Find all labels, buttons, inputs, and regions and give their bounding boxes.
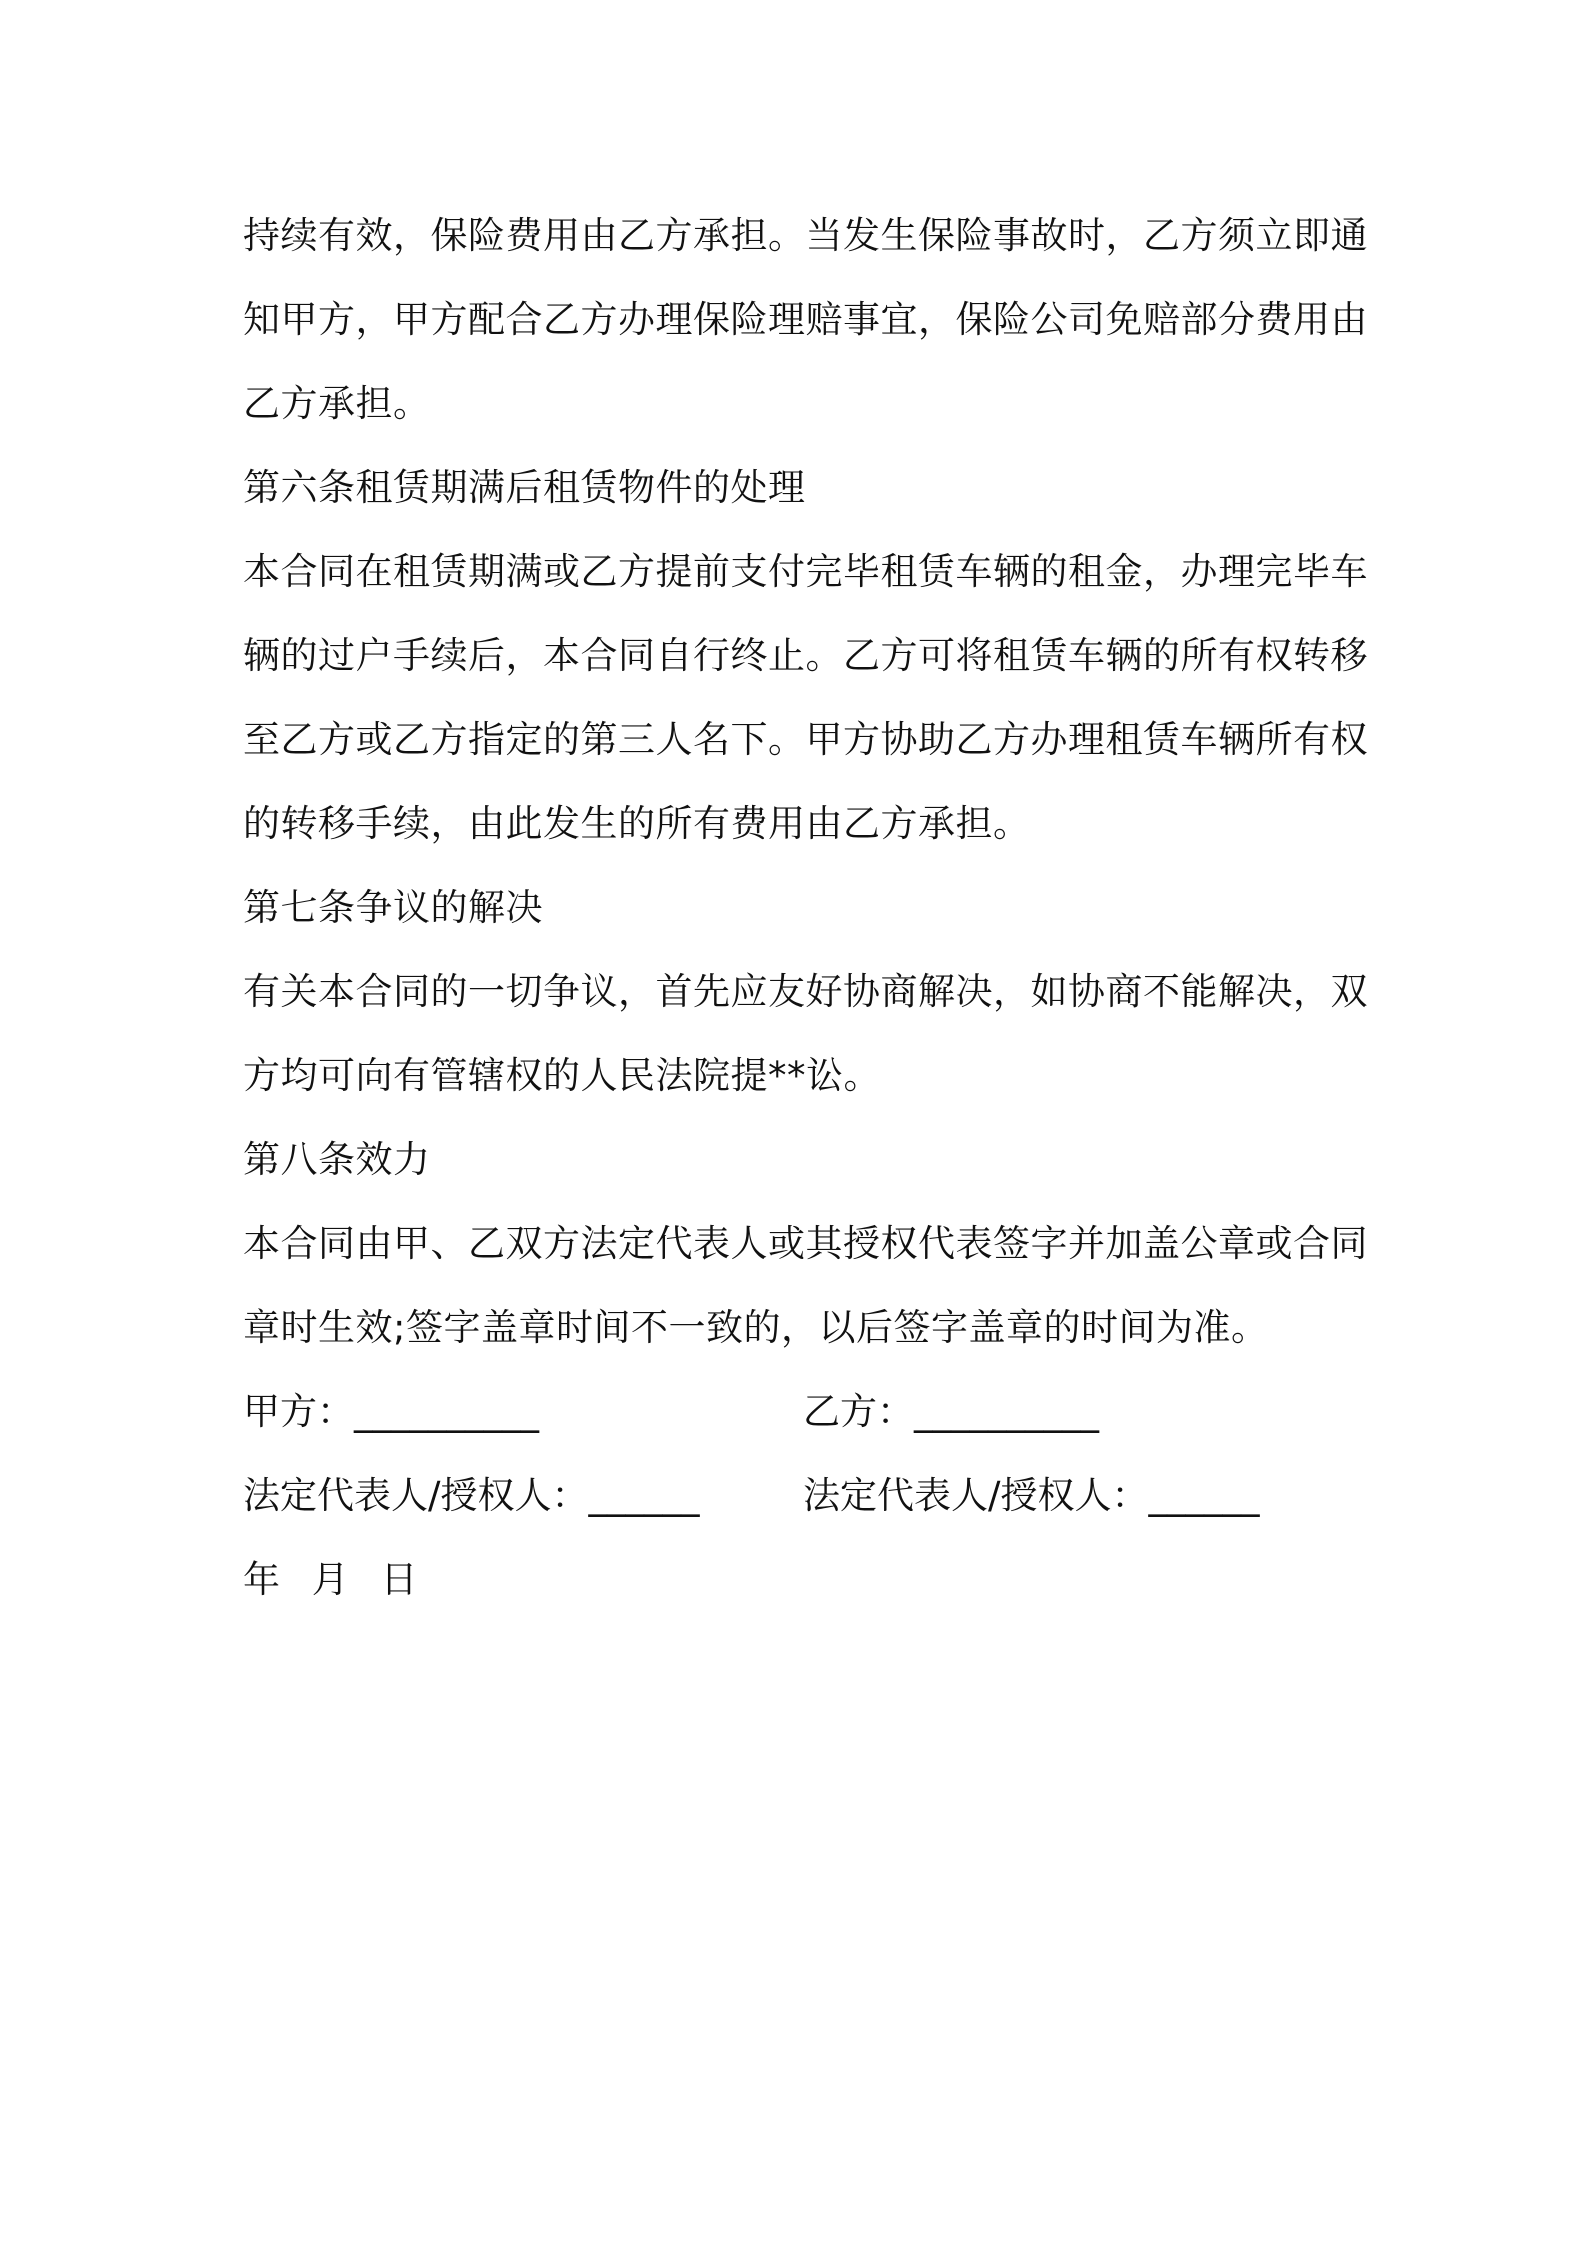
text-line: 辆的过户手续后，本合同自行终止。乙方可将租赁车辆的所有权转移 xyxy=(243,634,1368,677)
text-line: 本合同由甲、乙双方法定代表人或其授权代表签字并加盖公章或合同 xyxy=(243,1222,1368,1265)
party-b-representative: 法定代表人/授权人：______ xyxy=(803,1474,1260,1517)
signature-row-representatives xyxy=(243,1454,1363,1538)
document-body xyxy=(243,194,1368,1622)
article-6-heading: 第六条租赁期满后租赁物件的处理 xyxy=(243,466,806,509)
text-line: 章时生效;签字盖章时间不一致的，以后签字盖章的时间为准。 xyxy=(243,1306,1269,1349)
party-b-signature: 乙方：__________ xyxy=(803,1390,1099,1433)
text-line: 的转移手续，由此发生的所有费用由乙方承担。 xyxy=(243,802,1031,845)
article-7-heading: 第七条争议的解决 xyxy=(243,886,543,929)
text-line: 乙方承担。 xyxy=(243,382,431,425)
text-line: 方均可向有管辖权的人民法院提**讼。 xyxy=(243,1054,881,1097)
signature-row-parties xyxy=(243,1370,1363,1454)
article-8-heading: 第八条效力 xyxy=(243,1138,431,1181)
text-line: 持续有效，保险费用由乙方承担。当发生保险事故时，乙方须立即通 xyxy=(243,214,1368,257)
party-a-signature: 甲方：__________ xyxy=(243,1390,539,1433)
party-a-representative: 法定代表人/授权人：______ xyxy=(243,1474,700,1517)
date-month: 月 xyxy=(311,1558,349,1601)
text-line: 有关本合同的一切争议，首先应友好协商解决，如协商不能解决，双 xyxy=(243,970,1368,1013)
text-line: 知甲方，甲方配合乙方办理保险理赔事宜，保险公司免赔部分费用由 xyxy=(243,298,1368,341)
text-line: 本合同在租赁期满或乙方提前支付完毕租赁车辆的租金，办理完毕车 xyxy=(243,550,1368,593)
text-line: 至乙方或乙方指定的第三人名下。甲方协助乙方办理租赁车辆所有权 xyxy=(243,718,1368,761)
signing-date xyxy=(243,1538,1363,1622)
date-year: 年 xyxy=(243,1558,280,1601)
date-day: 日 xyxy=(380,1558,418,1601)
